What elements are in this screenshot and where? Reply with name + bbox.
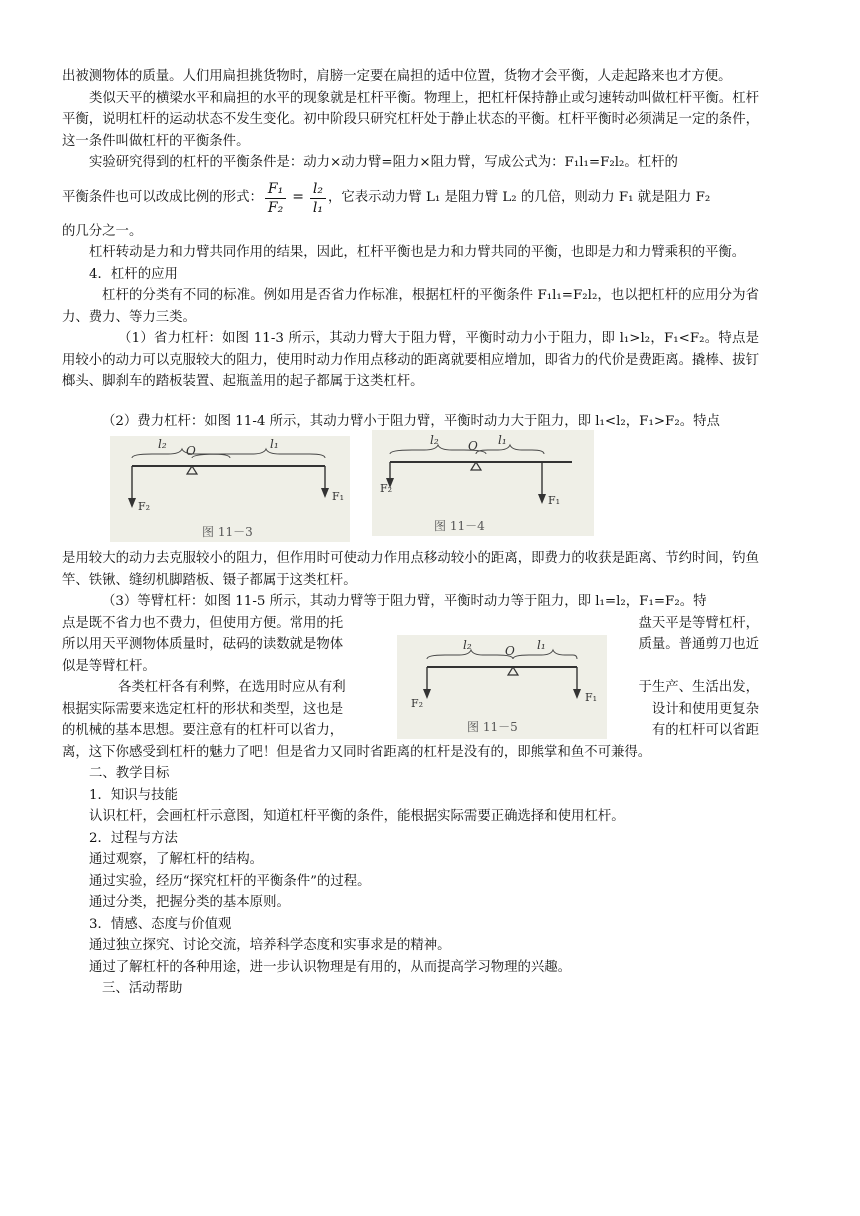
- document-page: [62, 66, 759, 1000]
- paragraph: 通过分类，把握分类的基本原则。: [89, 895, 290, 910]
- text: 质量。普通剪刀也近: [638, 637, 759, 652]
- paragraph: （1）省力杠杆：如图 11-3 所示，其动力臂大于阻力臂，平衡时动力小于阻力，即 l₁>l₂，F₁<F₂。特点是用较小的动力可以克服较大的阻力，使用时动力作用点移动的距离就要相应增加，即省力的代价是费距离。撬棒、拔钉榔头、脚刹车的踏板装置、起瓶盖用的起子都属于这类杠杆。: [62, 331, 759, 389]
- denominator: F₂: [267, 199, 284, 216]
- paragraph: 杠杆转动是力和力臂共同作用的结果，因此，杠杆平衡也是力和力臂共同的平衡，也即是力和力臂乘积的平衡。: [89, 245, 746, 260]
- fig4-caption: 图 11－4: [434, 519, 485, 533]
- fig5-caption: 图 11－5: [467, 719, 518, 734]
- figure-11-4: [372, 430, 594, 536]
- wrapped-text-with-figure: [62, 613, 759, 742]
- section-heading: 三、活动帮助: [102, 981, 183, 996]
- fig3-o-label: O: [186, 444, 196, 458]
- fig4-l1-label: l₁: [498, 433, 507, 447]
- equals: =: [292, 189, 304, 206]
- paragraph: 通过独立探究、讨论交流，培养科学态度和实事求是的精神。: [89, 938, 451, 953]
- paragraph: 通过了解杠杆的各种用途，进一步认识物理是有用的，从而提高学习物理的兴趣。: [89, 959, 572, 975]
- text: 所以用天平测物体质量时，砝码的读数就是物体: [62, 637, 344, 652]
- paragraph: （2）费力杠杆：如图 11-4 所示，其动力臂小于阻力臂，平衡时动力大于阻力，即 l₁<l₂，F₁>F₂。特点: [102, 413, 720, 429]
- text: 各类杠杆各有利弊，在选用时应从有利: [118, 680, 346, 695]
- text: 点是既不省力也不费力，但使用方便。常用的托: [62, 615, 344, 631]
- text: 的机械的基本思想。要注意有的杠杆可以省力，: [62, 723, 344, 738]
- paragraph: 杠杆的分类有不同的标准。例如用是否省力作标准，根据杠杆的平衡条件 F₁l₁=F₂l₂，也以把杠杆的应用分为省力、费力、等力三类。: [62, 288, 759, 325]
- fig3-l2-label: l₂: [158, 437, 167, 451]
- paragraph: 类似天平的横梁水平和扁担的水平的现象就是杠杆平衡。物理上，把杠杆保持静止或匀速转动叫做杠杆平衡。杠杆平衡，说明杠杆的运动状态不发生变化。初中阶段只研究杠杆处于静止状态的平衡。杠杆平衡时必须满足一定的条件，这一条件叫做杠杆的平衡条件。: [62, 90, 759, 149]
- text: 似是等臂杠杆。: [62, 658, 156, 674]
- fig3-f1-label: F₁: [332, 490, 345, 503]
- figure-11-3: [110, 436, 350, 542]
- fig3-caption: 图 11－3: [202, 525, 253, 539]
- fig5-o-label: O: [505, 643, 515, 658]
- paragraph: 认识杠杆，会画杠杆示意图，知道杠杆平衡的条件，能根据实际需要正确选择和使用杠杆。: [89, 809, 625, 824]
- fig4-l2-label: l₂: [430, 433, 439, 447]
- subheading: 4．杠杆的应用: [89, 266, 178, 282]
- fig4-o-label: O: [468, 439, 478, 453]
- text: 于生产、生活出发，: [638, 680, 759, 695]
- fig5-f1-label: F₁: [585, 690, 598, 704]
- fig4-f2-label: F₂: [380, 482, 393, 495]
- section-heading: 二、教学目标: [89, 766, 170, 781]
- fig5-l1-label: l₁: [537, 637, 546, 652]
- figure-11-5: [397, 635, 607, 739]
- paragraph: 的几分之一。: [62, 223, 143, 239]
- fraction-l: [310, 180, 326, 217]
- text: 设计和使用更复杂: [651, 701, 759, 717]
- subheading: 3．情感、态度与价值观: [89, 916, 232, 932]
- paragraph: 是用较大的动力去克服较小的阻力，但作用时可使动力作用点移动较小的距离，即费力的收获是距离、节约时间，钓鱼竿、铁锹、缝纫机脚踏板、镊子都属于这类杠杆。: [62, 551, 759, 588]
- subheading: 2．过程与方法: [89, 830, 178, 846]
- text: 平衡条件也可以改成比例的形式：: [62, 190, 263, 206]
- paragraph: 实验研究得到的杠杆的平衡条件是：动力×动力臂=阻力×阻力臂，写成公式为：F₁l₁=F₂l₂。杠杆的: [89, 155, 678, 170]
- paragraph: 通过实验，经历“探究杠杆的平衡条件”的过程。: [89, 873, 371, 889]
- numerator: l₂: [310, 180, 326, 199]
- fig3-l1-label: l₁: [270, 437, 279, 451]
- figure-row: [62, 432, 759, 548]
- paragraph: （3）等臂杠杆：如图 11-5 所示，其动力臂等于阻力臂，平衡时动力等于阻力，即 l₁=l₂，F₁=F₂。特: [102, 594, 707, 609]
- paragraph: 离，这下你感受到杠杆的魅力了吧！但是省力又同时省距离的杠杆是没有的，即熊掌和鱼不可兼得。: [62, 744, 652, 760]
- formula-line: [62, 180, 759, 217]
- text: 盘天平是等臂杠杆，: [638, 615, 759, 631]
- text: 根据实际需要来选定杠杆的形状和类型，这也是: [62, 701, 344, 717]
- fraction-f: [265, 180, 286, 217]
- numerator: F₁: [265, 180, 286, 199]
- paragraph: 通过观察，了解杠杆的结构。: [89, 852, 264, 867]
- text: ，它表示动力臂 L₁ 是阻力臂 L₂ 的几倍，则动力 F₁ 就是阻力 F₂: [328, 190, 711, 206]
- subheading: 1．知识与技能: [89, 787, 178, 803]
- fig3-f2-label: F₂: [138, 500, 151, 513]
- denominator: l₁: [312, 199, 324, 216]
- fig5-l2-label: l₂: [463, 637, 472, 652]
- paragraph: 出被测物体的质量。人们用扁担挑货物时，肩膀一定要在扁担的适中位置，货物才会平衡，人走起路来也才方便。: [62, 69, 732, 84]
- fig5-f2-label: F₂: [411, 696, 424, 710]
- fig4-f1-label: F₁: [548, 494, 561, 507]
- text: 有的杠杆可以省距: [651, 723, 759, 738]
